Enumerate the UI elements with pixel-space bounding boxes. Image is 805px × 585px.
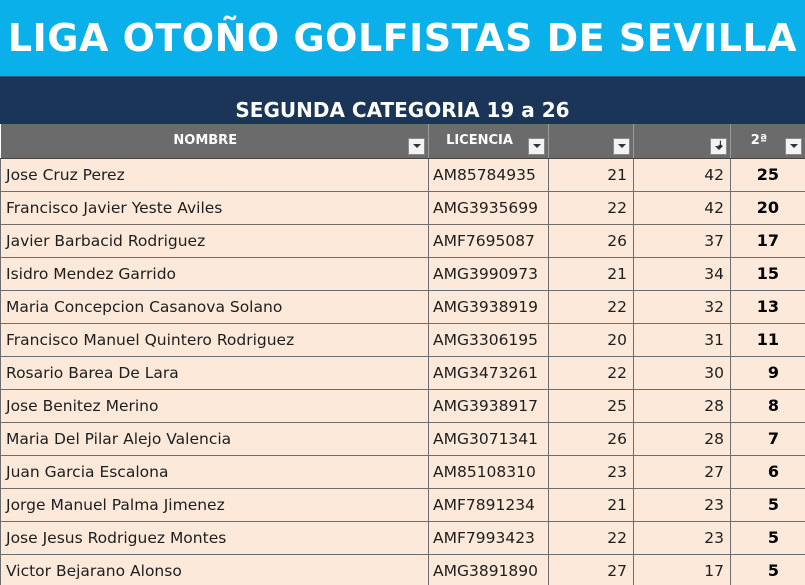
column-header-nombre <box>1 124 429 158</box>
cell-points[interactable]: 15 <box>731 257 805 290</box>
cell-score[interactable]: 42 <box>634 158 731 191</box>
cell-points[interactable]: 7 <box>731 422 805 455</box>
cell-license[interactable]: AMG3306195 <box>429 323 549 356</box>
cell-score[interactable]: 27 <box>634 455 731 488</box>
cell-name[interactable]: Maria Concepcion Casanova Solano <box>1 290 429 323</box>
cell-points[interactable]: 25 <box>731 158 805 191</box>
table-row <box>1 356 805 389</box>
table-row <box>1 257 805 290</box>
header-row <box>1 124 805 158</box>
cell-license[interactable]: AMG3938917 <box>429 389 549 422</box>
divider <box>0 76 805 77</box>
table-row <box>1 455 805 488</box>
cell-license[interactable]: AM85108310 <box>429 455 549 488</box>
standings-table <box>0 124 805 585</box>
cell-name[interactable]: Isidro Mendez Garrido <box>1 257 429 290</box>
cell-points[interactable]: 17 <box>731 224 805 257</box>
column-header-label: NOMBRE <box>173 133 238 149</box>
cell-name[interactable]: Jorge Manuel Palma Jimenez <box>1 488 429 521</box>
table-row <box>1 290 805 323</box>
cell-license[interactable]: AMG3891890 <box>429 554 549 585</box>
table-row <box>1 191 805 224</box>
cell-points[interactable]: 9 <box>731 356 805 389</box>
cell-score[interactable]: 31 <box>634 323 731 356</box>
table-row <box>1 158 805 191</box>
cell-points[interactable]: 20 <box>731 191 805 224</box>
cell-points[interactable]: 6 <box>731 455 805 488</box>
column-header-label: LICENCIA <box>446 133 513 149</box>
category-subtitle <box>0 76 805 124</box>
cell-license[interactable]: AMG3071341 <box>429 422 549 455</box>
cell-name[interactable]: Jose Jesus Rodriguez Montes <box>1 521 429 554</box>
cell-name[interactable]: Rosario Barea De Lara <box>1 356 429 389</box>
cell-handicap[interactable]: 21 <box>549 488 634 521</box>
column-header-licencia <box>429 124 549 158</box>
cell-license[interactable]: AMG3990973 <box>429 257 549 290</box>
cell-points[interactable]: 5 <box>731 554 805 585</box>
cell-handicap[interactable]: 22 <box>549 521 634 554</box>
table-row <box>1 488 805 521</box>
cell-points[interactable]: 5 <box>731 521 805 554</box>
cell-license[interactable]: AMF7695087 <box>429 224 549 257</box>
cell-handicap[interactable]: 23 <box>549 455 634 488</box>
cell-handicap[interactable]: 26 <box>549 422 634 455</box>
cell-name[interactable]: Javier Barbacid Rodriguez <box>1 224 429 257</box>
cell-handicap[interactable]: 21 <box>549 158 634 191</box>
cell-license[interactable]: AMF7993423 <box>429 521 549 554</box>
cell-points[interactable]: 11 <box>731 323 805 356</box>
cell-score[interactable]: 28 <box>634 389 731 422</box>
cell-name[interactable]: Jose Cruz Perez <box>1 158 429 191</box>
table-row <box>1 521 805 554</box>
cell-score[interactable]: 30 <box>634 356 731 389</box>
cell-points[interactable]: 13 <box>731 290 805 323</box>
filter-dropdown-icon[interactable] <box>408 138 425 155</box>
table-row <box>1 224 805 257</box>
cell-handicap[interactable]: 22 <box>549 290 634 323</box>
cell-license[interactable]: AMG3473261 <box>429 356 549 389</box>
filter-dropdown-icon[interactable] <box>785 138 802 155</box>
cell-handicap[interactable]: 20 <box>549 323 634 356</box>
cell-license[interactable]: AMF7891234 <box>429 488 549 521</box>
column-header-label: 2ª <box>750 133 768 149</box>
cell-handicap[interactable]: 26 <box>549 224 634 257</box>
cell-score[interactable]: 42 <box>634 191 731 224</box>
table-body <box>1 158 805 585</box>
cell-handicap[interactable]: 21 <box>549 257 634 290</box>
sort-descending-filter-icon[interactable]: ↓ <box>710 138 727 155</box>
table-row <box>1 389 805 422</box>
cell-score[interactable]: 28 <box>634 422 731 455</box>
cell-name[interactable]: Victor Bejarano Alonso <box>1 554 429 585</box>
cell-score[interactable]: 23 <box>634 521 731 554</box>
column-header-points <box>731 124 805 158</box>
cell-license[interactable]: AMG3938919 <box>429 290 549 323</box>
cell-name[interactable]: Francisco Manuel Quintero Rodriguez <box>1 323 429 356</box>
cell-points[interactable]: 5 <box>731 488 805 521</box>
cell-handicap[interactable]: 22 <box>549 191 634 224</box>
cell-handicap[interactable]: 22 <box>549 356 634 389</box>
cell-name[interactable]: Maria Del Pilar Alejo Valencia <box>1 422 429 455</box>
filter-dropdown-icon[interactable] <box>613 138 630 155</box>
column-header-handicap <box>549 124 634 158</box>
cell-handicap[interactable]: 27 <box>549 554 634 585</box>
cell-name[interactable]: Juan Garcia Escalona <box>1 455 429 488</box>
filter-dropdown-icon[interactable] <box>528 138 545 155</box>
page-title: LIGA OTOÑO GOLFISTAS DE SEVILLA <box>0 0 805 76</box>
cell-license[interactable]: AM85784935 <box>429 158 549 191</box>
cell-name[interactable]: Francisco Javier Yeste Aviles <box>1 191 429 224</box>
table-row <box>1 323 805 356</box>
cell-name[interactable]: Jose Benitez Merino <box>1 389 429 422</box>
cell-score[interactable]: 34 <box>634 257 731 290</box>
table-row <box>1 554 805 585</box>
cell-score[interactable]: 23 <box>634 488 731 521</box>
cell-score[interactable]: 17 <box>634 554 731 585</box>
cell-score[interactable]: 37 <box>634 224 731 257</box>
cell-points[interactable]: 8 <box>731 389 805 422</box>
category-subtitle-text: SEGUNDA CATEGORIA 19 a 26 <box>235 98 570 122</box>
column-header-score <box>634 124 731 158</box>
cell-handicap[interactable]: 25 <box>549 389 634 422</box>
cell-score[interactable]: 32 <box>634 290 731 323</box>
table-row <box>1 422 805 455</box>
cell-license[interactable]: AMG3935699 <box>429 191 549 224</box>
